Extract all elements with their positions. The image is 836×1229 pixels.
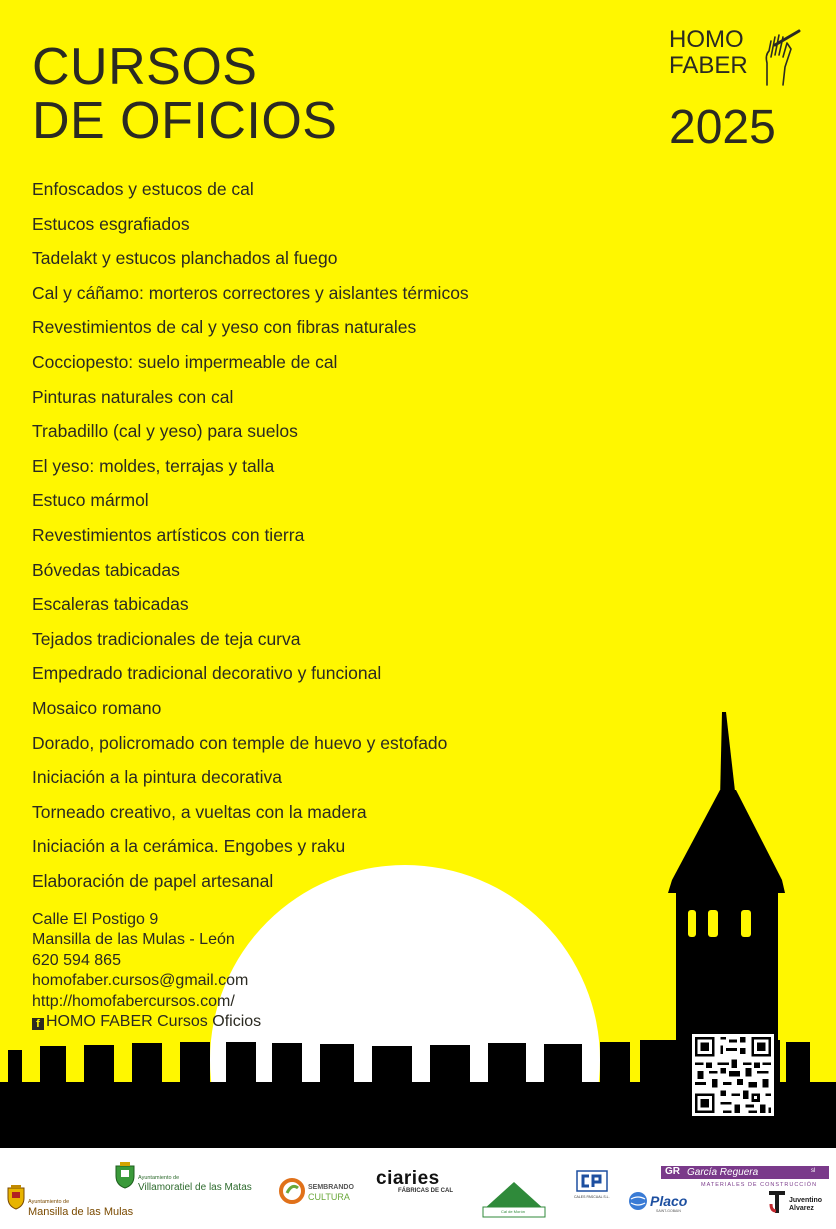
website-link[interactable]: http://homofabercursos.com/ xyxy=(32,992,235,1010)
juventino-label: Juventino xyxy=(789,1197,823,1204)
course-item: Bóvedas tabicadas xyxy=(32,559,180,580)
garcia-reguera-sub-label: MATERIALES DE CONSTRUCCIÓN xyxy=(701,1182,818,1188)
course-item: Revestimientos de cal y yeso con fibras naturales xyxy=(32,317,417,338)
course-item: Elaboración de papel artesanal xyxy=(32,870,274,891)
mansilla-label: Mansilla de las Mulas xyxy=(28,1206,134,1218)
course-item: Tejados tradicionales de teja curva xyxy=(32,628,301,649)
coat-of-arms-icon xyxy=(6,1184,26,1210)
sembrando-cultura-icon xyxy=(279,1178,305,1204)
hand-with-pencil-icon xyxy=(761,27,801,87)
garcia-reguera-label: García Reguera xyxy=(687,1167,759,1178)
title-line-1: CURSOS xyxy=(32,38,258,96)
address: Calle El Postigo 9 xyxy=(32,911,159,928)
gordillos-sub-label: Cal de Morón xyxy=(501,1209,526,1214)
homo-faber-logo xyxy=(669,26,809,154)
course-item: Revestimientos artísticos con tierra xyxy=(32,524,305,545)
villamoratiel-label: Villamoratiel de las Matas xyxy=(138,1182,252,1193)
course-item: Estucos esgrafiados xyxy=(32,213,190,234)
gordillos-label: GORDILLOS xyxy=(495,1201,534,1208)
course-item: Tadelakt y estucos planchados al fuego xyxy=(32,248,338,269)
course-item: Cal y cáñamo: morteros correctores y aislantes térmicos xyxy=(32,282,469,303)
course-item: Enfoscados y estucos de cal xyxy=(32,179,254,199)
globe-icon xyxy=(628,1191,648,1211)
coat-of-arms-icon xyxy=(114,1161,136,1189)
ja-logo xyxy=(768,1190,786,1214)
placo-label: Placo xyxy=(650,1193,688,1209)
course-item: Escaleras tabicadas xyxy=(32,594,189,615)
email-link[interactable]: homofaber.cursos@gmail.com xyxy=(32,972,249,990)
course-item: Iniciación a la pintura decorativa xyxy=(32,767,283,788)
brand-line-1: HOMO xyxy=(669,26,744,53)
course-list xyxy=(32,172,469,898)
contact-block xyxy=(32,910,261,1032)
villamoratiel-label-top: Ayuntamiento de xyxy=(138,1175,180,1181)
brand-line-2: FABER xyxy=(669,52,748,79)
mansilla-label-top: Ayuntamiento de xyxy=(28,1199,70,1205)
facebook-label: HOMO FABER Cursos Oficios xyxy=(46,1013,262,1031)
facebook-icon: f xyxy=(32,1018,44,1030)
title-line-2: DE OFICIOS xyxy=(32,92,338,150)
course-item: Empedrado tradicional decorativo y funcional xyxy=(32,663,382,684)
course-item: Torneado creativo, a vueltas con la madera xyxy=(32,801,367,822)
course-item: El yeso: moldes, terrajas y talla xyxy=(32,455,275,476)
sembrando-label: SEMBRANDO xyxy=(308,1184,354,1191)
course-item: Trabadillo (cal y yeso) para suelos xyxy=(32,421,298,442)
phone[interactable]: 620 594 865 xyxy=(32,951,121,969)
qr-code[interactable] xyxy=(692,1034,774,1116)
gr-mark: GR xyxy=(665,1166,680,1177)
facebook-link[interactable] xyxy=(32,1012,261,1032)
course-item: Iniciación a la cerámica. Engobes y raku xyxy=(32,836,346,857)
cultura-label: CULTURA xyxy=(308,1192,350,1202)
city: Mansilla de las Mulas - León xyxy=(32,931,235,949)
garcia-reguera-sl: sl xyxy=(811,1168,816,1174)
course-item: Dorado, policromado con temple de huevo y estofado xyxy=(32,732,448,753)
placo-sub-label: SAINT-GOBAIN xyxy=(656,1209,681,1213)
cp-sub-label: CALES PASCUAL S.L. xyxy=(574,1195,610,1199)
page-title xyxy=(32,40,337,148)
sponsor-garcia-reguera xyxy=(661,1166,831,1194)
alvarez-label: Alvarez xyxy=(789,1205,814,1212)
course-item: Estuco mármol xyxy=(32,490,149,511)
course-item: Cocciopesto: suelo impermeable de cal xyxy=(32,351,338,372)
ciaries-label: ciaries xyxy=(376,1168,440,1189)
sponsor-strip xyxy=(0,1148,836,1229)
cp-logo xyxy=(576,1170,608,1192)
course-item: Mosaico romano xyxy=(32,697,162,718)
ciaries-sub-label: FÁBRICAS DE CAL xyxy=(398,1188,453,1194)
year: 2025 xyxy=(669,101,776,154)
course-item: Pinturas naturales con cal xyxy=(32,386,234,407)
